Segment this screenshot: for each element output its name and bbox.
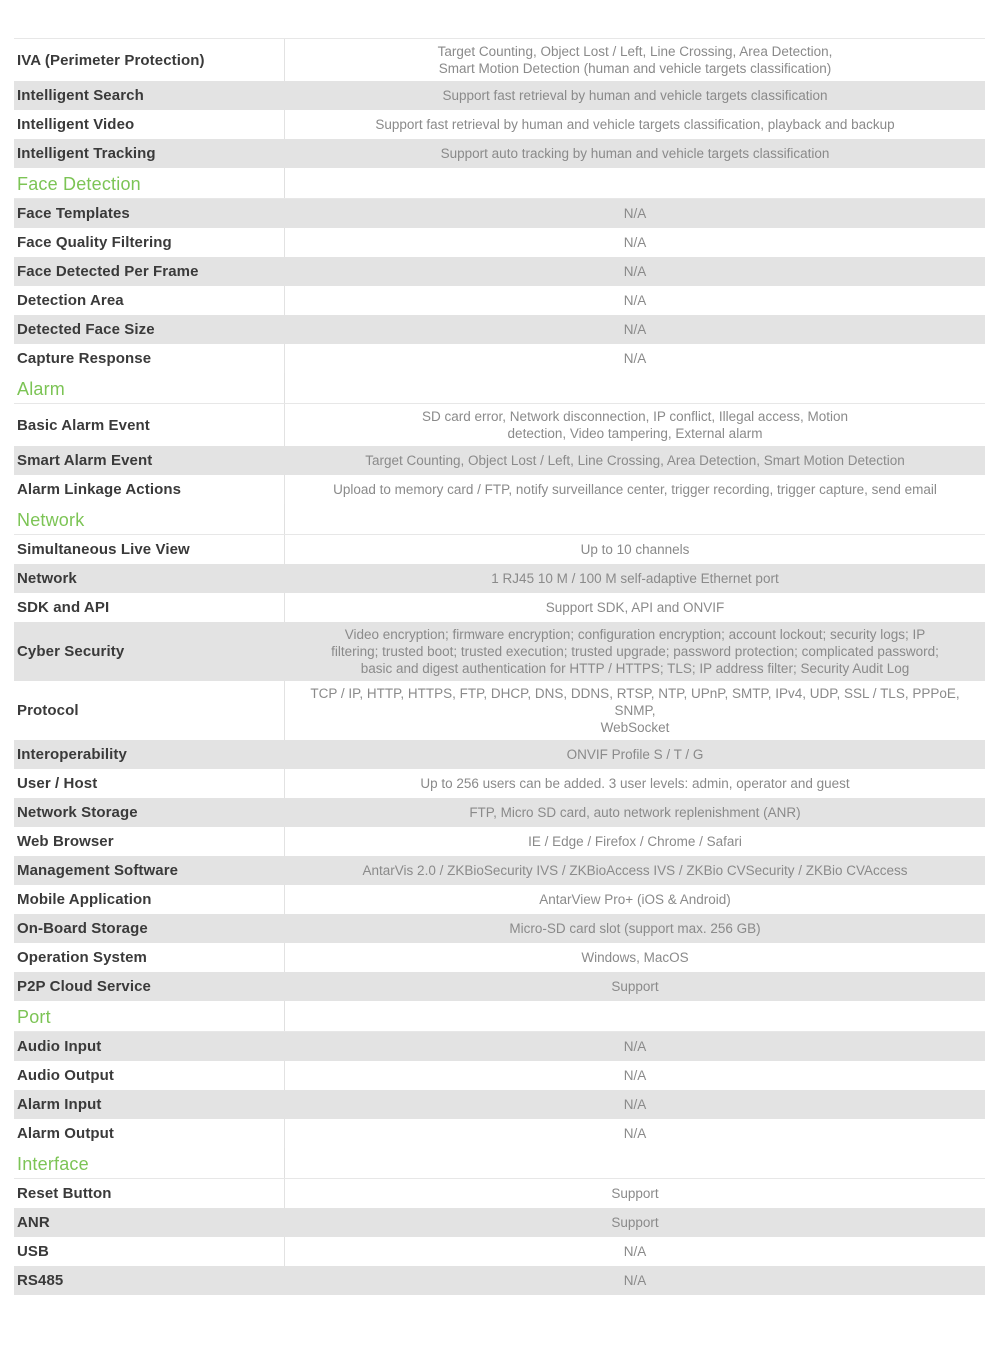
spec-value-text: N/A xyxy=(623,235,647,250)
spec-label: Face Quality Filtering xyxy=(17,234,172,251)
spec-label: Network Storage xyxy=(17,804,138,821)
spec-value-text: IE / Edge / Firefox / Chrome / Safari xyxy=(528,834,742,849)
spec-row-audio-output xyxy=(14,1061,985,1090)
spec-value-text: Up to 256 users can be added. 3 user levels: admin, operator and guest xyxy=(420,776,850,791)
spec-value xyxy=(284,1119,985,1148)
section-header-spacer xyxy=(284,373,985,403)
spec-value xyxy=(284,593,985,622)
spec-value-text: Windows, MacOS xyxy=(581,950,689,965)
spec-value-text: Support fast retrieval by human and vehicle targets classification xyxy=(442,88,828,103)
spec-label: Management Software xyxy=(17,862,179,879)
spec-value-text: TCP / IP, HTTP, HTTPS, FTP, DHCP, DNS, DDNS, RTSP, NTP, UPnP, SMTP, IPv4, UDP, SSL / TLS, PPPoE, SNMP, WebSocket xyxy=(310,686,960,735)
spec-label: Face Templates xyxy=(17,205,130,222)
section-header-spacer xyxy=(284,168,985,198)
spec-label: Mobile Application xyxy=(17,891,152,908)
spec-row-reset-button xyxy=(14,1179,985,1208)
spec-value xyxy=(284,535,985,564)
spec-label: User / Host xyxy=(17,775,98,792)
spec-value-text: ONVIF Profile S / T / G xyxy=(566,747,704,762)
spec-row-protocol xyxy=(14,681,985,740)
spec-value xyxy=(284,827,985,856)
spec-row-smart-alarm-event xyxy=(14,446,985,475)
spec-label: Operation System xyxy=(17,949,147,966)
spec-value-text: Support xyxy=(611,1215,659,1230)
spec-value xyxy=(284,769,985,798)
spec-row-management-software xyxy=(14,856,985,885)
spec-value xyxy=(284,943,985,972)
spec-label: Face Detected Per Frame xyxy=(17,263,199,280)
spec-value xyxy=(284,1208,985,1237)
spec-value-text: 1 RJ45 10 M / 100 M self-adaptive Ethernet port xyxy=(491,571,779,586)
spec-row-face-templates xyxy=(14,199,985,228)
spec-value-text: Up to 10 channels xyxy=(580,542,690,557)
section-header-alarm xyxy=(14,373,985,404)
section-header-port xyxy=(14,1001,985,1032)
spec-value-text: N/A xyxy=(623,322,647,337)
spec-value xyxy=(284,1032,985,1061)
spec-row-network-storage xyxy=(14,798,985,827)
spec-label: SDK and API xyxy=(17,599,110,616)
spec-label: Protocol xyxy=(17,702,79,719)
spec-value xyxy=(284,914,985,943)
spec-label: Basic Alarm Event xyxy=(17,416,150,434)
spec-row-iva-perimeter-protection xyxy=(14,39,985,81)
section-title: Port xyxy=(17,1007,51,1027)
spec-row-capture-response xyxy=(14,344,985,373)
spec-label: P2P Cloud Service xyxy=(17,978,151,995)
spec-row-anr xyxy=(14,1208,985,1237)
spec-row-operation-system xyxy=(14,943,985,972)
spec-value xyxy=(284,81,985,110)
spec-label: Capture Response xyxy=(17,350,152,367)
section-title: Alarm xyxy=(17,379,66,399)
spec-row-cyber-security xyxy=(14,622,985,681)
section-title: Face Detection xyxy=(17,174,141,194)
spec-label: Web Browser xyxy=(17,833,114,850)
spec-value-text: N/A xyxy=(623,1244,647,1259)
spec-row-on-board-storage xyxy=(14,914,985,943)
spec-value-text: Support auto tracking by human and vehicle targets classification xyxy=(440,146,830,161)
spec-value-text: FTP, Micro SD card, auto network replenishment (ANR) xyxy=(469,805,801,820)
spec-value xyxy=(284,622,985,681)
spec-label: Detected Face Size xyxy=(17,321,155,338)
spec-value-text: AntarView Pro+ (iOS & Android) xyxy=(539,892,731,907)
spec-row-alarm-linkage-actions xyxy=(14,475,985,504)
spec-value xyxy=(284,856,985,885)
spec-value xyxy=(284,885,985,914)
section-header-spacer xyxy=(284,1148,985,1178)
spec-value xyxy=(284,344,985,373)
spec-value-text: N/A xyxy=(623,293,647,308)
spec-value-text: Support SDK, API and ONVIF xyxy=(545,600,725,615)
spec-value-text: Support xyxy=(611,979,659,994)
spec-value-text: N/A xyxy=(623,1068,647,1083)
spec-label: Alarm Input xyxy=(17,1096,102,1113)
spec-value-text: N/A xyxy=(623,351,647,366)
spec-value xyxy=(284,315,985,344)
spec-row-network xyxy=(14,564,985,593)
spec-label: Smart Alarm Event xyxy=(17,452,153,469)
spec-row-audio-input xyxy=(14,1032,985,1061)
spec-value xyxy=(284,446,985,475)
spec-value-text: SD card error, Network disconnection, IP conflict, Illegal access, Motion detection, Video tampering, External alarm xyxy=(422,409,848,441)
spec-value-text: Video encryption; firmware encryption; configuration encryption; account lockout; security logs; IP filtering; trusted boot; trusted execution; trusted upgrade; password protection; complicated password; basic and digest authentication for HTTP / HTTPS; TLS; IP address filter; Security Audit Log xyxy=(331,627,939,676)
spec-row-usb xyxy=(14,1237,985,1266)
spec-label: On-Board Storage xyxy=(17,920,148,937)
spec-label: Intelligent Tracking xyxy=(17,145,156,162)
spec-value xyxy=(284,1237,985,1266)
spec-label: RS485 xyxy=(17,1272,64,1289)
spec-value-text: N/A xyxy=(623,1273,647,1288)
spec-value xyxy=(284,286,985,315)
spec-value xyxy=(284,1090,985,1119)
section-title: Interface xyxy=(17,1154,89,1174)
spec-label: Detection Area xyxy=(17,292,124,309)
spec-row-intelligent-search xyxy=(14,81,985,110)
spec-value xyxy=(284,1179,985,1208)
spec-row-alarm-input xyxy=(14,1090,985,1119)
spec-value-text: N/A xyxy=(623,1039,647,1054)
spec-label: Intelligent Search xyxy=(17,87,144,104)
spec-value xyxy=(284,798,985,827)
spec-value-text: N/A xyxy=(623,206,647,221)
spec-label: Interoperability xyxy=(17,746,127,763)
spec-row-intelligent-video xyxy=(14,110,985,139)
spec-value-text: N/A xyxy=(623,264,647,279)
spec-row-basic-alarm-event xyxy=(14,404,985,446)
spec-value xyxy=(284,1061,985,1090)
spec-row-web-browser xyxy=(14,827,985,856)
spec-value xyxy=(284,404,985,446)
spec-value xyxy=(284,740,985,769)
spec-value-text: AntarVis 2.0 / ZKBioSecurity IVS / ZKBioAccess IVS / ZKBio CVSecurity / ZKBio CVAccess xyxy=(362,863,908,878)
spec-value xyxy=(284,681,985,740)
spec-value xyxy=(284,972,985,1001)
spec-label: Cyber Security xyxy=(17,643,125,660)
spec-table xyxy=(14,38,985,1295)
spec-label: Reset Button xyxy=(17,1185,112,1202)
section-header-network xyxy=(14,504,985,535)
spec-row-interoperability xyxy=(14,740,985,769)
spec-row-intelligent-tracking xyxy=(14,139,985,168)
spec-value-text: Micro-SD card slot (support max. 256 GB) xyxy=(509,921,761,936)
spec-value-text: Support fast retrieval by human and vehicle targets classification, playback and backup xyxy=(375,117,895,132)
spec-value-text: Support xyxy=(611,1186,659,1201)
spec-label: Intelligent Video xyxy=(17,116,135,133)
spec-row-mobile-application xyxy=(14,885,985,914)
spec-value xyxy=(284,564,985,593)
spec-label: Network xyxy=(17,570,77,587)
spec-value xyxy=(284,1266,985,1295)
spec-value xyxy=(284,110,985,139)
spec-value-text: Target Counting, Object Lost / Left, Line Crossing, Area Detection, Smart Motion Detection (human and vehicle targets classification) xyxy=(437,44,833,76)
spec-label: USB xyxy=(17,1243,49,1260)
spec-row-detected-face-size xyxy=(14,315,985,344)
spec-label: Alarm Output xyxy=(17,1125,115,1142)
spec-value-text: N/A xyxy=(623,1097,647,1112)
spec-value xyxy=(284,257,985,286)
spec-row-sdk-and-api xyxy=(14,593,985,622)
spec-label: ANR xyxy=(17,1214,50,1231)
spec-value-text: N/A xyxy=(623,1126,647,1141)
spec-row-alarm-output xyxy=(14,1119,985,1148)
spec-row-p2p-cloud-service xyxy=(14,972,985,1001)
spec-row-face-detected-per-frame xyxy=(14,257,985,286)
spec-value xyxy=(284,139,985,168)
spec-value xyxy=(284,199,985,228)
spec-label: Audio Input xyxy=(17,1038,102,1055)
spec-row-simultaneous-live-view xyxy=(14,535,985,564)
spec-row-detection-area xyxy=(14,286,985,315)
spec-label: Simultaneous Live View xyxy=(17,541,190,558)
spec-row-rs485 xyxy=(14,1266,985,1295)
spec-label: Alarm Linkage Actions xyxy=(17,481,182,498)
spec-value-text: Upload to memory card / FTP, notify surveillance center, trigger recording, trigger capture, send email xyxy=(333,482,937,497)
spec-label: IVA (Perimeter Protection) xyxy=(17,51,205,69)
spec-label: Audio Output xyxy=(17,1067,115,1084)
section-header-spacer xyxy=(284,504,985,534)
spec-value xyxy=(284,475,985,504)
spec-value-text: Target Counting, Object Lost / Left, Line Crossing, Area Detection, Smart Motion Detection xyxy=(365,453,905,468)
spec-value xyxy=(284,39,985,81)
section-title: Network xyxy=(17,510,85,530)
section-header-face-detection xyxy=(14,168,985,199)
section-header-spacer xyxy=(284,1001,985,1031)
spec-row-user-host xyxy=(14,769,985,798)
section-header-interface xyxy=(14,1148,985,1179)
spec-row-face-quality-filtering xyxy=(14,228,985,257)
spec-value xyxy=(284,228,985,257)
